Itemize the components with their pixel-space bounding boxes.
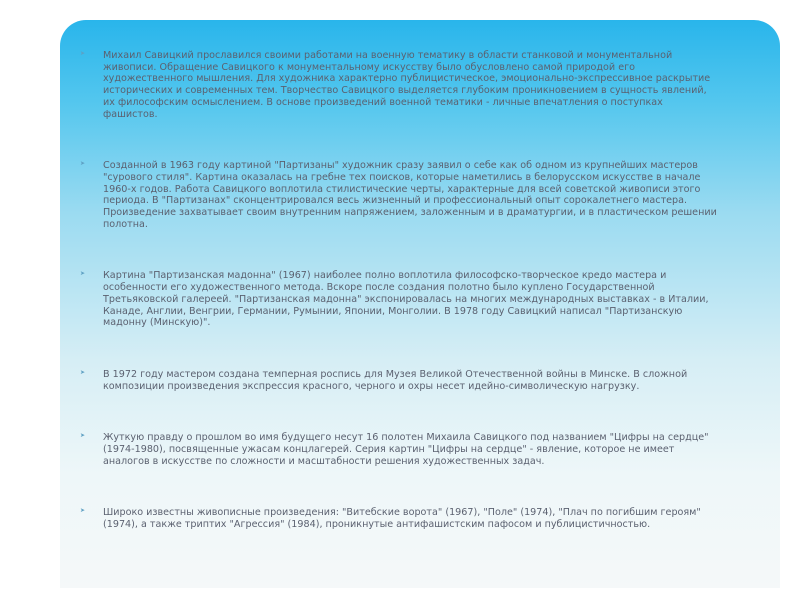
arrow-bullet-icon: ➤ (80, 50, 86, 57)
paragraph-1-text: Михаил Савицкий прославился своими работами на военную тематику в области станковой и монументальной живописи. Обращение Савицкого к монументальному искусству было обусловлено самой природой его художественного мышления. Для художника характерно публицистическое, эмоционально-экспрессивное раскрытие исторических и современных тем. Творчество Савицкого выделяется глубоким проникновением в сущность явлений, их философским осмыслением. В основе произведений военной тематики - личные впечатления о поступках фашистов. (103, 50, 711, 120)
paragraph-2 (78, 160, 718, 230)
slide-body (78, 50, 718, 571)
paragraph-6-text: Широко известны живописные произведения: "Витебские ворота" (1967), "Поле" (1974), "Плач по погибшим героям" (1974), а также триптих "Агрессия" (1984), проникнутые антифашистским пафосом и публицистичностью. (103, 507, 701, 531)
paragraph-3-text: Картина "Партизанская мадонна" (1967) наиболее полно воплотила философско-творческое кредо мастера и особенности его художественного метода. Вскоре после создания полотно было куплено Государственной Третьяковской галереей. "Партизанская мадонна" экспонировалась на многих международных выставках - в Италии, Канаде, Англии, Венгрии, Германии, Румынии, Японии, Монголии. В 1978 году Савицкий написал "Партизанскую мадонну (Минскую)". (103, 270, 709, 329)
paragraph-6 (78, 507, 718, 530)
paragraph-5 (78, 432, 718, 467)
arrow-bullet-icon: ➤ (80, 507, 86, 515)
arrow-bullet-icon: ➤ (80, 160, 86, 168)
paragraph-5-text: Жуткую правду о прошлом во имя будущего несут 16 полотен Михаила Савицкого под названием "Цифры на сердце" (1974-1980), посвященные ужасам концлагерей. Серия картин "Цифры на сердце" - явление, которое не имеет аналогов в искусстве по сложности и масштабности решения художественных задач. (103, 432, 709, 467)
paragraph-2-text: Созданной в 1963 году картиной "Партизаны" художник сразу заявил о себе как об одном из крупнейших мастеров "сурового стиля". Картина оказалась на гребне тех поисков, которые наметились в белорусском искусстве в начале 1960-х годов. Работа Савицкого воплотила стилистические черты, характерные для всей советской живописи этого периода. В "Партизанах" сконцентрировался весь жизненный и профессиональный опыт сорокалетнего мастера. Произведение захватывает своим внутренним напряжением, заложенным и в драматургии, и в пластическом решении полотна. (103, 160, 717, 230)
paragraph-1 (78, 50, 718, 120)
paragraph-4 (78, 369, 718, 392)
arrow-bullet-icon: ➤ (80, 432, 86, 440)
arrow-bullet-icon: ➤ (80, 368, 86, 376)
paragraph-3 (78, 270, 718, 329)
paragraph-4-text: В 1972 году мастером создана темперная роспись для Музея Великой Отечественной войны в Минске. В сложной композиции произведения экспрессия красного, черного и охры несет идейно-символическую нагрузку. (103, 368, 688, 392)
arrow-bullet-icon: ➤ (80, 270, 86, 278)
